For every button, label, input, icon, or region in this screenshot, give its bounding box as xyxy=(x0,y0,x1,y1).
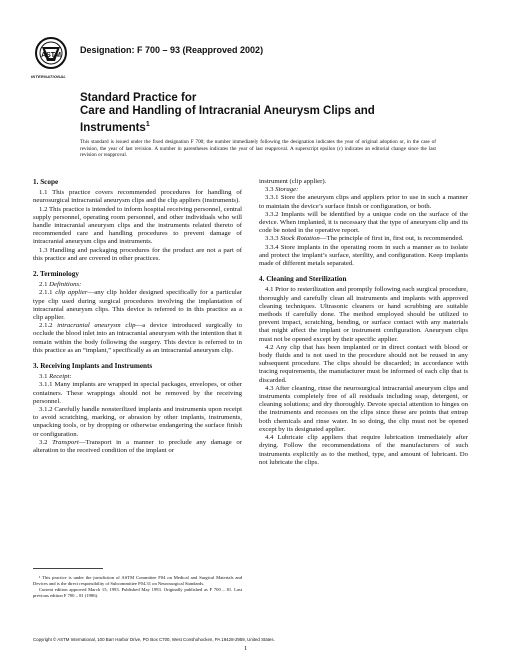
title-line-1: Standard Practice for xyxy=(80,92,197,104)
paragraph-2-1-1 xyxy=(33,289,242,322)
designation: Designation: F 700 – 93 (Reapproved 2002) xyxy=(80,45,264,55)
paragraph-3-1 xyxy=(33,373,242,381)
paragraph-3-1-1: 3.1.1 Many implants are wrapped in special packages, envelopes, or other containers. These wrappings should not be removed by the receiving personnel. xyxy=(33,381,242,405)
section-heading-receiving: 3. Receiving Implants and Instruments xyxy=(33,362,153,371)
footnote-divider xyxy=(33,568,103,569)
paragraph-1-1: 1.1 This practice covers recommended procedures for handling of neurosurgical intracranial aneurysm clips and the clip appliers (instruments). xyxy=(33,189,242,205)
document-title xyxy=(80,92,410,135)
footnote-2: Current edition approved March 15, 1993. Published May 1993. Originally published as F 700 – 81. Last previous edition F 700 – 81 (1986). xyxy=(33,587,242,598)
section-heading-terminology: 2. Terminology xyxy=(33,270,79,279)
title-line-2 xyxy=(80,105,410,135)
paragraph-term: Storage: xyxy=(275,186,299,194)
paragraph-term: Transport xyxy=(52,438,79,446)
continued-text: instrument (clip applier). xyxy=(259,178,327,185)
paragraph-2-1-2 xyxy=(33,322,242,355)
paragraph-text: —any clip holder designed specifically for a particular type clip used during surgical procedures involving the implantation of intracranial aneurysm clips. This device is referred to in this practice as a clip applier. xyxy=(33,289,242,322)
footnote xyxy=(33,575,242,599)
astm-logo xyxy=(33,35,69,77)
left-column xyxy=(33,178,242,455)
paragraph-term: Definitions: xyxy=(49,281,82,289)
paragraph-term: intracranial aneurysm clip xyxy=(57,322,136,330)
paragraph-2-1 xyxy=(33,281,242,289)
section-heading-cleaning: 4. Cleaning and Sterilization xyxy=(259,275,347,284)
logo-caption: INTERNATIONAL xyxy=(31,74,66,79)
right-column xyxy=(259,178,468,467)
paragraph-term: Stock Rotation xyxy=(280,235,320,243)
paragraph-number: 3.1 xyxy=(39,373,48,381)
paragraph-1-3: 1.3 Handling and packaging procedures for the product are not a part of this practice and are covered in other practices. xyxy=(33,246,242,262)
paragraph-number: 3.2 xyxy=(39,438,48,446)
title-footnote-mark: 1 xyxy=(145,121,150,128)
section-heading-scope: 1. Scope xyxy=(33,178,59,186)
paragraph-number: 3.3 xyxy=(265,186,274,194)
paragraph-term: Receipt: xyxy=(49,373,72,381)
paragraph-4-2: 4.2 Any clip that has been implanted or in direct contact with blood or body fluids and is not used in the procedure should not be reused in any subsequent procedure. The clips should be discarded; in accordance with tracing requirements, the manufacturer must be informed of each clip that is discarded. xyxy=(259,343,468,384)
paragraph-text: —The principle of first in, first out, is recommended. xyxy=(319,235,464,243)
copyright-line: Copyright © ASTM International, 100 Barr Harbor Drive, PO Box C700, West Conshohocken, PA 19428-2959, United States. xyxy=(33,637,275,642)
paragraph-number: 2.1.1 xyxy=(39,289,53,297)
paragraph-4-3: 4.3 After cleaning, rinse the neurosurgical intracranial aneurysm clips and instruments completely free of all residuals including soap, detergent, or cleaning solutions; and dry thoroughly. Devote special attention to hinges on the instruments and recesses on the clips since these are points that entrap both chemicals and rinse water. In so doing, the clip must not be opened except by its designated applier. xyxy=(259,384,468,433)
paragraph-3-3-3 xyxy=(259,235,468,243)
paragraph-text: —Transport in a manner to preclude any damage or alteration to the received condition of the implant or xyxy=(33,438,242,455)
footnote-1: ¹ This practice is under the jurisdiction of ASTM Committee F04 on Medical and Surgical Materials and Devices and is the direct responsibility of Subcommittee F04.31 on Neurosurgical Standards. xyxy=(33,575,242,586)
paragraph-3-1-2: 3.1.2 Carefully handle nonsterilized implants and instruments upon receipt to avoid scratching, marking, or abrasion by other implants, instruments, unpacking tools, or by dropping or otherwise endangering the surface finish or configuration. xyxy=(33,406,242,438)
paragraph-3-3-4: 3.3.4 Store implants in the operating room in such a manner as to isolate and protect the implant’s surface, sterility, and configuration. Keep implants made of different metals separated. xyxy=(259,243,468,268)
standard-notice: This standard is issued under the fixed designation F 700; the number immediately following the designation indicates the year of original adoption or, in the case of revision, the year of last revision. A number in parentheses indicates the year of last reapproval. A superscript epsilon (ε) indicates an editorial change since the last revision or reapproval. xyxy=(80,139,436,159)
paragraph-1-2: 1.2 This practice is intended to inform hospital receiving personnel, central supply personnel, operating room personnel, and other individuals who will handle intracranial aneurysm clips and the instruments related thereto of recommended care and handling procedures to prevent damage of intracranial aneurysm clips and instruments. xyxy=(33,205,242,246)
paragraph-number: 3.3.3 xyxy=(265,235,279,243)
paragraph-3-3-1: 3.3.1 Store the aneurysm clips and appliers prior to use in such a manner to maintain the device’s surface finish or configuration, or both. xyxy=(259,194,468,210)
paragraph-text: —a device introduced surgically to occlude the blood inlet into an intracranial aneurysm with the intention that it remain within the body following the surgery. This device is referred to in this practice as an “implant,” specifically as an intracranial aneurysm clip. xyxy=(33,322,243,354)
paragraph-term: clip applier xyxy=(55,289,88,297)
paragraph-3-3 xyxy=(259,186,468,194)
paragraph-3-2 xyxy=(33,439,242,455)
paragraph-4-4: 4.4 Lubricate clip appliers that require lubrication immediately after drying. Follow the recommendations of the manufacturers of such instruments explicitly as to the method, type, and amount of lubricant. Do not lubricate the clips. xyxy=(259,434,468,466)
page-number: 1 xyxy=(244,645,248,652)
paragraph-number: 2.1 xyxy=(39,281,48,289)
paragraph-number: 2.1.2 xyxy=(39,322,53,330)
title-main: Care and Handling of Intracranial Aneurysm Clips and Instruments xyxy=(80,105,375,134)
svg-text:ASTM: ASTM xyxy=(41,52,61,59)
paragraph-3-3-2: 3.3.2 Implants will be identified by a unique code on the surface of the device. When implanted, it is necessary that the type of aneurysm clip and its code be noted in the operative report. xyxy=(259,210,468,235)
paragraph-4-1: 4.1 Prior to resterilization and promptly following each surgical procedure, thoroughly and carefully clean all instruments and implants with approved cleaning techniques. Ultrasonic cleaners or hand scrubbing are suitable methods if carefully done. The method employed should be utilized to prevent impact, scratching, bending, or surface contact with any materials that might affect the implant or instrument configuration. Aneurysm clips must not be opened except by their specific applier. xyxy=(259,286,468,343)
